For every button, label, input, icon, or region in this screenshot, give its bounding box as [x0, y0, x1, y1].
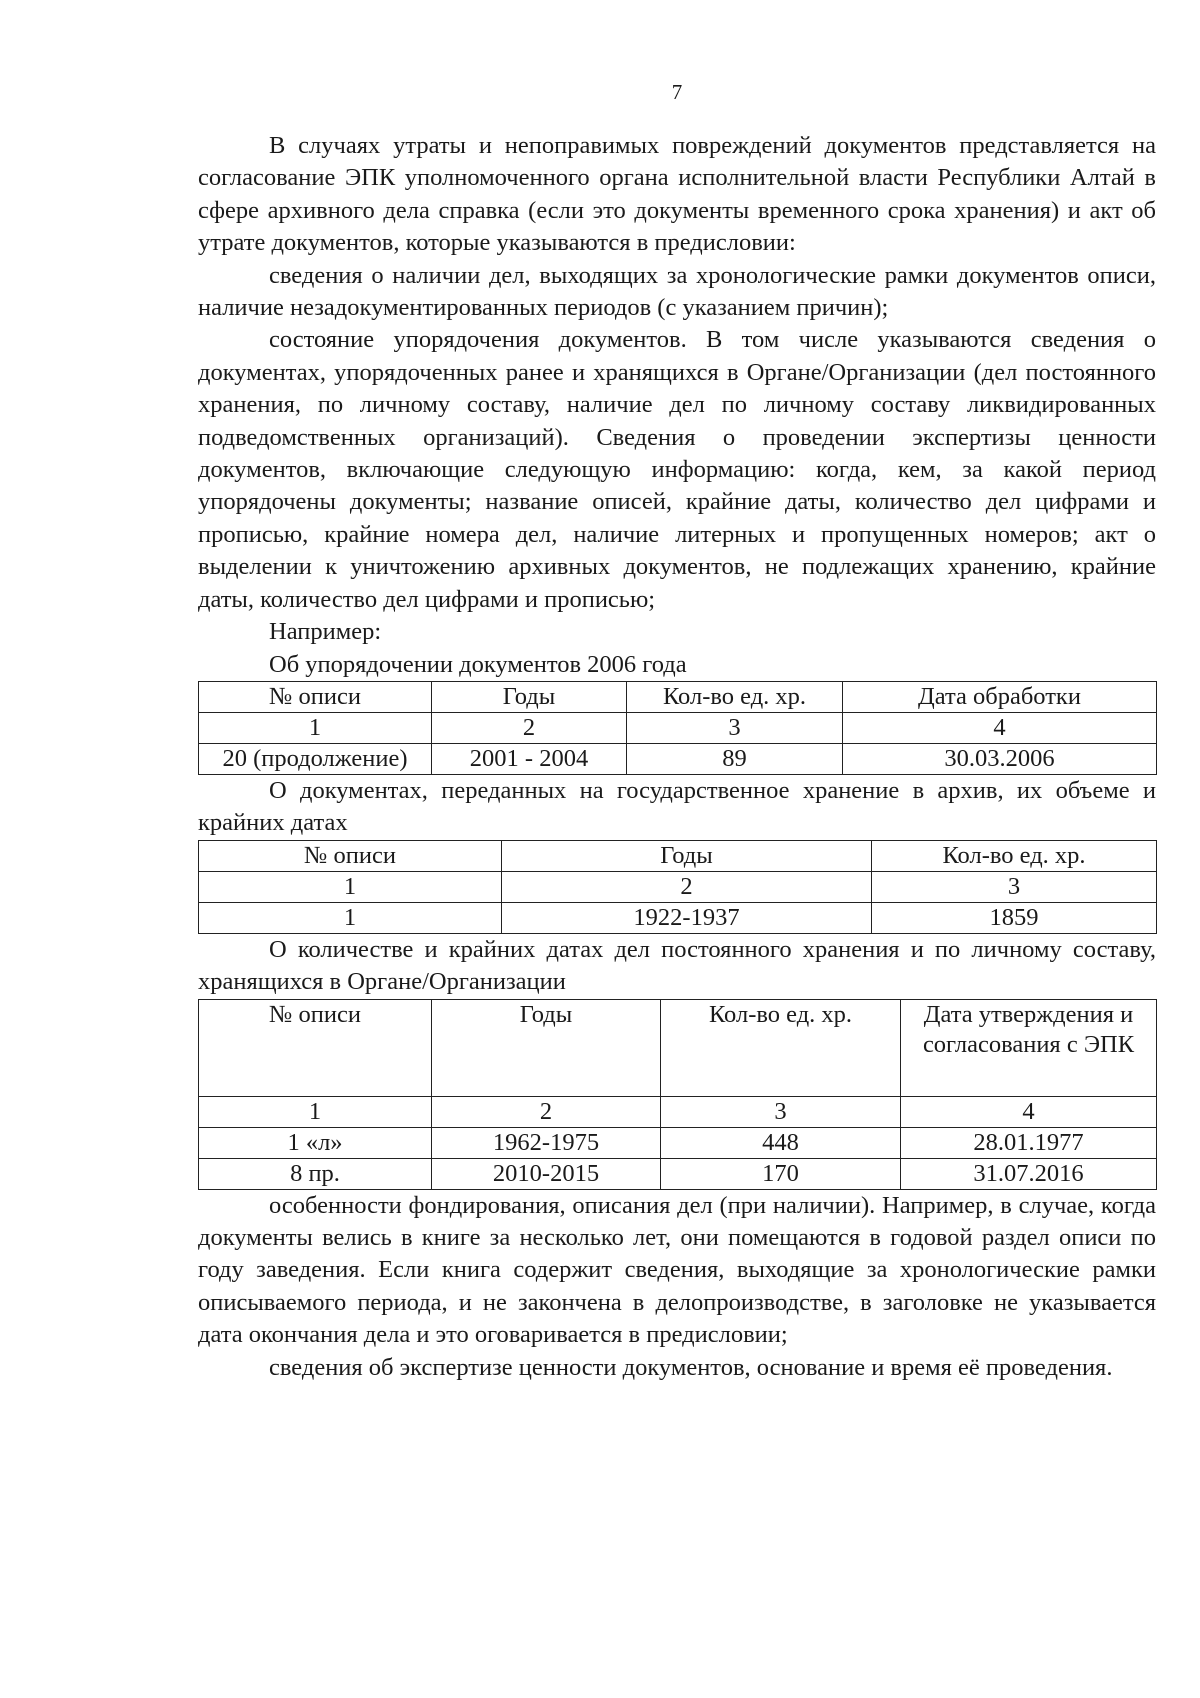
table-cell: 1 «л»	[199, 1127, 432, 1158]
table3-caption: О количестве и крайних датах дел постоянного хранения и по личному составу, хранящихся в Органе/Организации	[198, 935, 1156, 996]
table-cell: 2	[502, 871, 872, 902]
table-cell: 30.03.2006	[843, 743, 1157, 774]
table-cell: 4	[901, 1096, 1157, 1127]
table-cell: 1962-1975	[432, 1127, 661, 1158]
table-cell: 8 пр.	[199, 1158, 432, 1189]
table-cell: 2	[432, 1096, 661, 1127]
table-header-row	[199, 681, 1157, 712]
table-header-cell: Кол-во ед. хр.	[661, 999, 901, 1096]
paragraph-ordering-state: состояние упорядочения документов. В том числе указываются сведения о документах, упорядоченных ранее и хранящихся в Органе/Организации (дел постоянного хранения, по личному составу, наличие дел по личному составу ликвидированных подведомственных организаций). Сведения о проведении экспертизы ценности документов, включающие следующую информацию: когда, кем, за какой период упорядочены документы; название описей, крайние даты, количество дел цифрами и прописью, крайние номера дел, наличие литерных и пропущенных номеров; акт о выделении к уничтожению архивных документов, не подлежащих хранению, крайние даты, количество дел цифрами и прописью;	[198, 326, 1156, 613]
paragraph-fonding-features: особенности фондирования, описания дел (при наличии). Например, в случае, когда документы велись в книге за несколько лет, они помещаются в годовой раздел описи по году заведения. Если книга содержит сведения, выходящие за хронологические рамки описываемого периода, и не закончена в делопроизводстве, в заголовке не указывается дата окончания дела и это оговаривается в предисловии;	[198, 1191, 1156, 1349]
example-label: Например:	[269, 618, 382, 646]
table-header-cell: Годы	[432, 681, 627, 712]
table-cell: 3	[872, 871, 1157, 902]
page-number: 7	[671, 80, 683, 104]
table-cell: 448	[661, 1127, 901, 1158]
table-cell: 31.07.2016	[901, 1158, 1157, 1189]
table-header-cell: Годы	[432, 999, 661, 1096]
table-number-row	[199, 712, 1157, 743]
table-transferred-documents	[198, 840, 1157, 934]
table-header-cell: № описи	[199, 681, 432, 712]
table-header-cell: Годы	[502, 840, 872, 871]
table-number-row	[199, 1096, 1157, 1127]
table-permanent-storage	[198, 999, 1157, 1190]
table-cell: 20 (продолжение)	[199, 743, 432, 774]
table-cell: 89	[627, 743, 843, 774]
table-cell: 3	[627, 712, 843, 743]
table-header-cell: Кол-во ед. хр.	[627, 681, 843, 712]
table-header-row	[199, 840, 1157, 871]
table-cell: 1	[199, 902, 502, 933]
table-cell: 1	[199, 1096, 432, 1127]
table-row	[199, 902, 1157, 933]
table-row	[199, 1158, 1157, 1189]
table-cell: 3	[661, 1096, 901, 1127]
table-cell: 1	[199, 871, 502, 902]
table2-caption: О документах, переданных на государственное хранение в архив, их объеме и крайних датах	[198, 776, 1156, 837]
paragraph-chronological-info: сведения о наличии дел, выходящих за хронологические рамки документов описи, наличие незадокументированных периодов (с указанием причин);	[198, 261, 1156, 322]
paragraph-expertise-info: сведения об экспертизе ценности документов, основание и время её проведения.	[269, 1353, 1113, 1381]
table-cell: 1859	[872, 902, 1157, 933]
table-cell: 1	[199, 712, 432, 743]
table-cell: 2001 - 2004	[432, 743, 627, 774]
table-cell: 2010-2015	[432, 1158, 661, 1189]
table-cell: 2	[432, 712, 627, 743]
table-cell: 1922-1937	[502, 902, 872, 933]
table-header-cell: № описи	[199, 840, 502, 871]
table-number-row	[199, 871, 1157, 902]
table-header-row	[199, 999, 1157, 1096]
table-ordering-2006	[198, 681, 1157, 775]
table-header-cell: Кол-во ед. хр.	[872, 840, 1157, 871]
page-content	[198, 130, 1156, 1384]
table-header-cell: Дата утверждения и согласования с ЭПК	[901, 999, 1157, 1096]
table1-caption: Об упорядочении документов 2006 года	[269, 650, 687, 678]
paragraph-loss-of-documents: В случаях утраты и непоправимых повреждений документов представляется на согласование ЭПК уполномоченного органа исполнительной власти Республики Алтай в сфере архивного дела справка (если это документы временного срока хранения) и акт об утрате документов, которые указываются в предисловии:	[198, 132, 1156, 257]
table-header-cell: № описи	[199, 999, 432, 1096]
table-cell: 170	[661, 1158, 901, 1189]
table-cell: 28.01.1977	[901, 1127, 1157, 1158]
table-header-cell: Дата обработки	[843, 681, 1157, 712]
table-row	[199, 1127, 1157, 1158]
table-row	[199, 743, 1157, 774]
table-cell: 4	[843, 712, 1157, 743]
